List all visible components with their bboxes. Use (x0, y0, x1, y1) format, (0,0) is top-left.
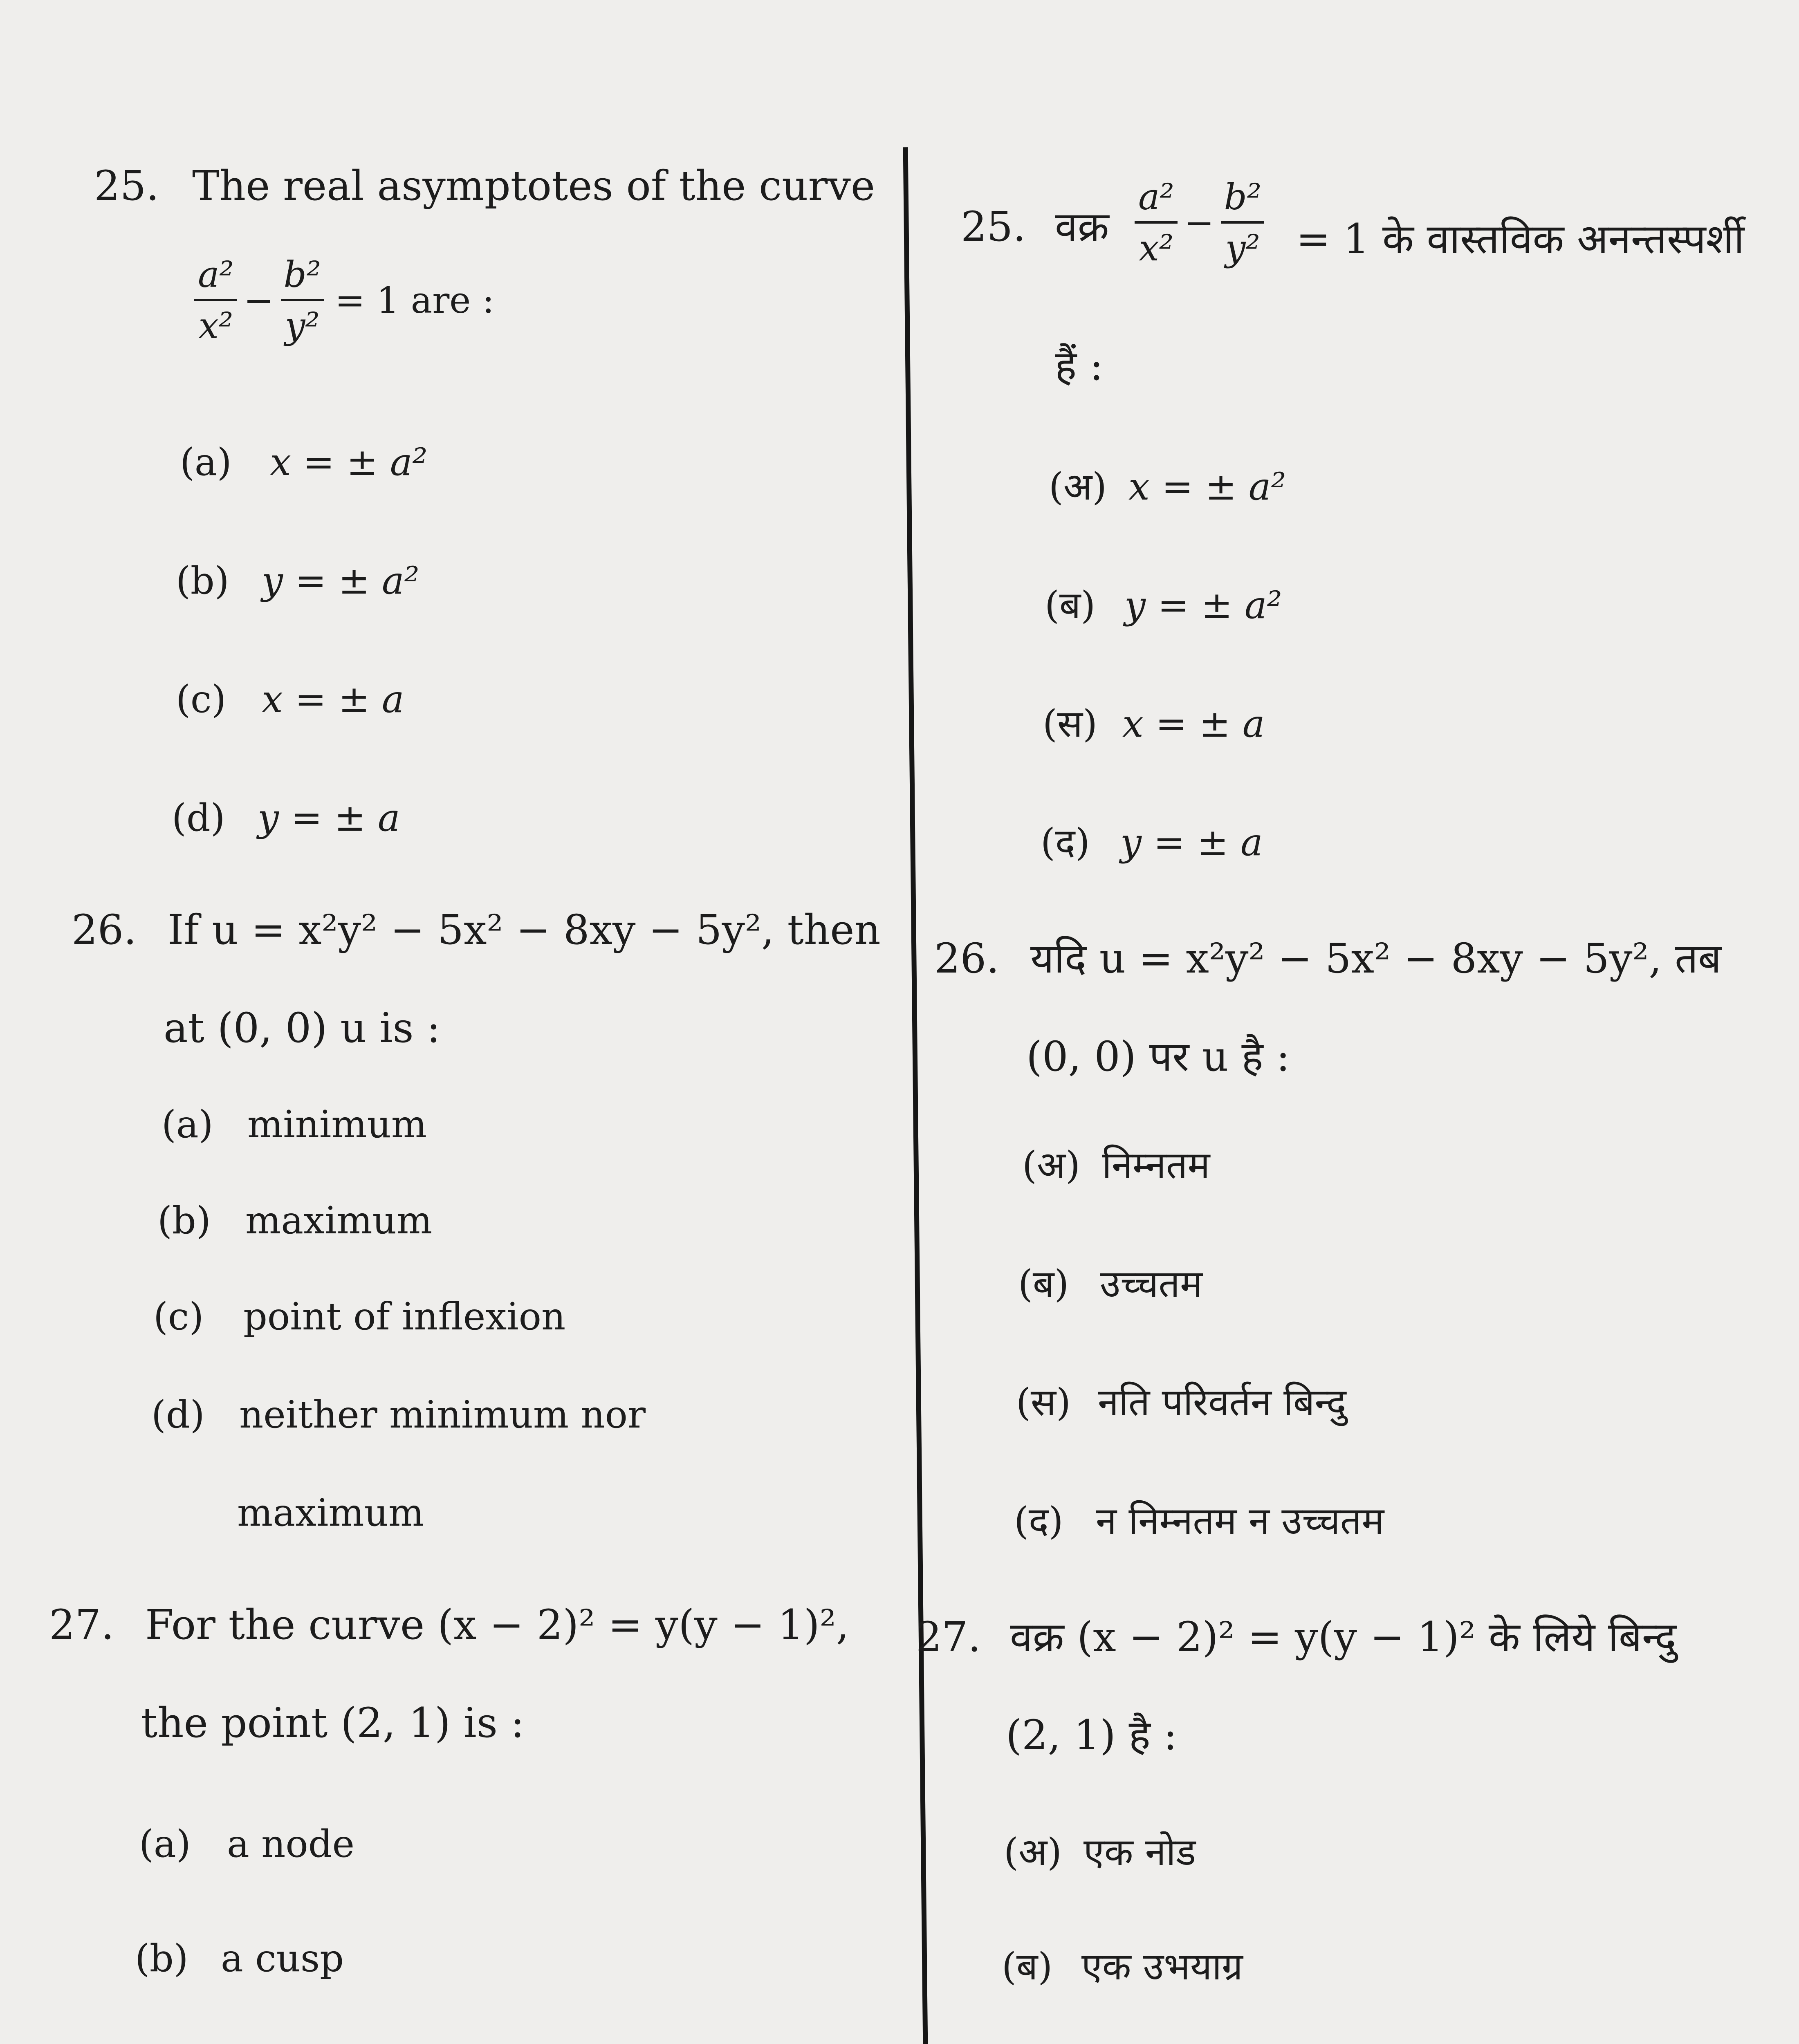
option-label: (द) (1014, 1499, 1063, 1543)
option-label: (d) (172, 796, 225, 840)
option-text: a cusp (221, 1936, 344, 1980)
option-label: (स) (1016, 1381, 1071, 1424)
fraction-denominator: x² (1135, 221, 1178, 269)
option-text: x = ± a² (270, 440, 428, 484)
option-text: न निम्नतम न उच्चतम (1096, 1499, 1384, 1543)
fraction-denominator: x² (194, 299, 237, 347)
option-label: (b) (176, 559, 229, 603)
option-text: नति परिवर्तन बिन्दु (1098, 1381, 1346, 1424)
option-text: एक नोड (1083, 1830, 1196, 1874)
option-label: (a) (139, 1822, 191, 1866)
option-label: (b) (135, 1936, 188, 1980)
option-text: maximum (245, 1199, 433, 1242)
option-label: (ब) (1002, 1945, 1053, 1988)
question-number: 25. (94, 162, 159, 210)
question-number: 27. (49, 1601, 114, 1649)
fraction-numerator: a² (198, 253, 234, 296)
question-stem: यदि u = x²y² − 5x² − 8xy − 5y², तब (1030, 935, 1722, 982)
hindi-column (916, 0, 1799, 2044)
question-stem: = 1 के वास्तविक अनन्तस्पर्शी (1296, 215, 1745, 263)
question-stem: वक्र (x − 2)² = y(y − 1)² के लिये बिन्दु (1010, 1613, 1676, 1661)
question-stem: वक्र (1055, 203, 1109, 251)
fraction (1220, 176, 1265, 269)
option-label: (अ) (1049, 465, 1107, 509)
question-stem: For the curve (x − 2)² = y(y − 1)², (145, 1601, 849, 1649)
question-stem: at (0, 0) u is : (164, 1004, 441, 1052)
equation-tail: = 1 are : (335, 279, 494, 321)
fraction-denominator: y² (281, 299, 324, 347)
minus-sign: − (243, 279, 274, 321)
question-stem: If u = x²y² − 5x² − 8xy − 5y², then (168, 906, 881, 954)
option-label: (d) (151, 1393, 205, 1437)
option-text: y = ± a² (1124, 583, 1282, 627)
option-text: x = ± a² (1128, 465, 1286, 509)
question-stem: (2, 1) है : (1006, 1711, 1178, 1759)
question-stem: (0, 0) पर u है : (1026, 1033, 1290, 1080)
option-text: y = ± a (258, 796, 400, 840)
option-text-continued: maximum (237, 1491, 424, 1535)
option-text: minimum (247, 1103, 427, 1146)
option-text: एक उभयाग्र (1081, 1945, 1243, 1988)
question-number: 26. (72, 906, 137, 954)
option-text: neither minimum nor (239, 1393, 646, 1437)
asymptote-equation (1128, 176, 1271, 269)
option-text: x = ± a (1122, 702, 1265, 746)
option-label: (c) (176, 677, 227, 721)
question-number: 26. (934, 935, 1000, 982)
option-label: (ब) (1045, 583, 1096, 627)
option-text: y = ± a (1120, 820, 1263, 864)
option-label: (b) (157, 1199, 211, 1242)
option-label: (a) (162, 1103, 213, 1146)
question-stem: The real asymptotes of the curve (192, 162, 875, 210)
fraction (1134, 176, 1178, 269)
option-label: (अ) (1022, 1143, 1081, 1187)
option-text: a node (227, 1822, 355, 1866)
question-stem: हैं : (1055, 342, 1104, 390)
asymptote-equation (188, 253, 494, 347)
fraction-denominator: y² (1221, 221, 1264, 269)
question-number: 27. (916, 1613, 981, 1661)
option-label: (अ) (1004, 1830, 1062, 1874)
fraction (279, 253, 325, 347)
fraction (194, 253, 238, 347)
option-text: उच्चतम (1100, 1262, 1202, 1306)
option-text: x = ± a (262, 677, 404, 721)
option-text: point of inflexion (243, 1295, 566, 1338)
fraction-numerator: a² (1138, 176, 1174, 218)
option-label: (स) (1043, 702, 1097, 746)
option-text: निम्नतम (1102, 1143, 1210, 1187)
option-label: (ब) (1018, 1262, 1069, 1306)
fraction-numerator: b² (1224, 176, 1262, 218)
option-label: (c) (153, 1295, 204, 1338)
question-stem: the point (2, 1) is : (141, 1699, 525, 1747)
fraction-numerator: b² (283, 253, 321, 296)
option-text: y = ± a² (262, 559, 419, 603)
option-label: (द) (1041, 820, 1090, 864)
option-label: (a) (180, 440, 232, 484)
question-number: 25. (961, 203, 1026, 251)
minus-sign: − (1184, 201, 1214, 244)
